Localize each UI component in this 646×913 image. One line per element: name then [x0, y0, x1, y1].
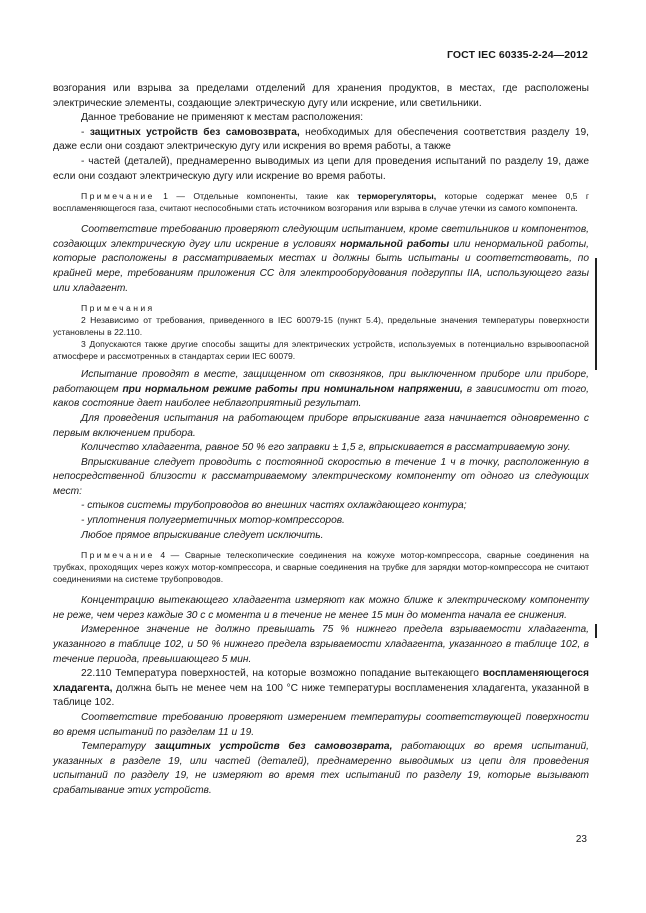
note-4: Примечание 4 — Сварные телескопические соединения на кожухе мотор-компрессора, сварные соединения на трубках, проходящих через кожух мотор-компрессора, и сварные соединения на трубке для зарядки мотор-компрессора не считают соединениями на системе трубопроводов.: [53, 550, 589, 585]
note-label: Примечание: [81, 191, 155, 202]
revision-bar: [595, 624, 597, 638]
paragraph: Количество хладагента, равное 50 % его заправки ± 1,5 г, впрыскивается в рассматриваемую зону.: [81, 442, 571, 454]
paragraph: - частей (деталей), преднамеренно выводимых из цепи для проведения испытаний по разделу 19, даже если они создают электрическую дугу или искрение во время работы.: [53, 155, 589, 182]
term-bold: защитных устройств без самовозврата,: [89, 126, 300, 138]
paragraph: Данное требование не применяют к местам расположения:: [81, 112, 364, 124]
list-item: - стыков системы трубопроводов во внешних частях охлаждающего контура;: [81, 500, 467, 512]
revision-bar: [595, 258, 597, 370]
paragraph: возгорания или взрыва за пределами отделений для хранения продуктов, в местах, где расположены электрические элементы, создающие электрическую дугу или искрение, или светильники.: [53, 83, 589, 109]
paragraph: Любое прямое впрыскивание следует исключить.: [81, 529, 324, 541]
note-3: 3 Допускаются также другие способы защиты для электрических устройств, используемых в потенциально взрывоопасной атмосфере и рассмотренных в стандартах серии IEC 60079.: [53, 339, 589, 362]
page-number: 23: [575, 834, 587, 845]
list-item: - уплотнения полугерметичных мотор-компрессоров.: [81, 515, 345, 527]
paragraph: Концентрацию вытекающего хладагента измеряют как можно ближе к электрическому компоненту не реже, чем через каждые 30 с с момента и в течение не менее 15 мин до момента начала ее снижения.: [53, 595, 589, 621]
paragraph: Температуру защитных устройств без самовозврата, работающих во время испытаний, указанных в разделе 19, или частей (деталей), преднамеренно выводимых из цепи для проведения испытаний по разделу 19, не измеряют во время тех испытаний по разделу 19, которые вызывают срабатывание этих устройств.: [53, 741, 589, 796]
notes-label: Примечания: [81, 303, 155, 314]
page-body: [53, 82, 589, 799]
paragraph: Соответствие требованию проверяют измерением температуры соответствующей поверхности во время испытаний по разделам 11 и 19.: [53, 712, 589, 738]
standard-header: ГОСТ IEC 60335-2-24—2012: [446, 49, 588, 61]
paragraph: Для проведения испытания на работающем приборе впрыскивание газа начинается одновременно с первым включением прибора.: [53, 412, 589, 439]
paragraph: Измеренное значение не должно превышать 75 % нижнего предела взрываемости хладагента, указанного в таблице 102, и 50 % нижнего предела взрываемости хладагента, указанного в таблице 102, в течение периода, превышающего 5 мин.: [53, 624, 589, 665]
paragraph: - защитных устройств без самовозврата, необходимых для обеспечения соответствия разделу 19, даже если они создают электрическую дугу или искрения во время работы, а также: [53, 126, 589, 153]
paragraph: Испытание проводят в месте, защищенном от сквозняков, при выключенном приборе или приборе, работающем при нормальном режиме работы при номинальном напряжении, в зависимости от того, каков состояние дает наиболее неблагоприятный результат.: [53, 369, 589, 410]
paragraph: Соответствие требованию проверяют следующим испытанием, кроме светильников и компонентов, создающих электрическую дугу или искрение в условиях нормальной работы или ненормальной работы, которые расположены в рассматриваемых местах и должны быть испытаны и соответствовать, по крайней мере, требованиям приложения СС для электрооборудования подгруппы IIA, использующего газы или хладагент.: [53, 224, 589, 294]
note-2: 2 Независимо от требования, приведенного в IEC 60079-15 (пункт 5.4), предельные значения температуры поверхности установлены в 22.110.: [53, 315, 589, 338]
note-1: Примечание 1 — Отдельные компоненты, такие как терморегуляторы, которые содержат менее 0,5 г воспламеняющегося газа, считают неспособными стать источником возгорания или взрыва в случае утечки из самого компонента.: [53, 191, 589, 214]
clause-22-110: 22.110 Температура поверхностей, на которые возможно попадание вытекающего воспламеняющегося хладагента, должна быть не менее чем на 100 °С ниже температуры воспламенения хладагента, указанной в таблице 102.: [53, 668, 589, 709]
paragraph: Впрыскивание следует проводить с постоянной скоростью в течение 1 ч в точку, расположенную в непосредственной близости к рассматриваемому электрическому компоненту от одного из следующих мест:: [53, 456, 589, 497]
